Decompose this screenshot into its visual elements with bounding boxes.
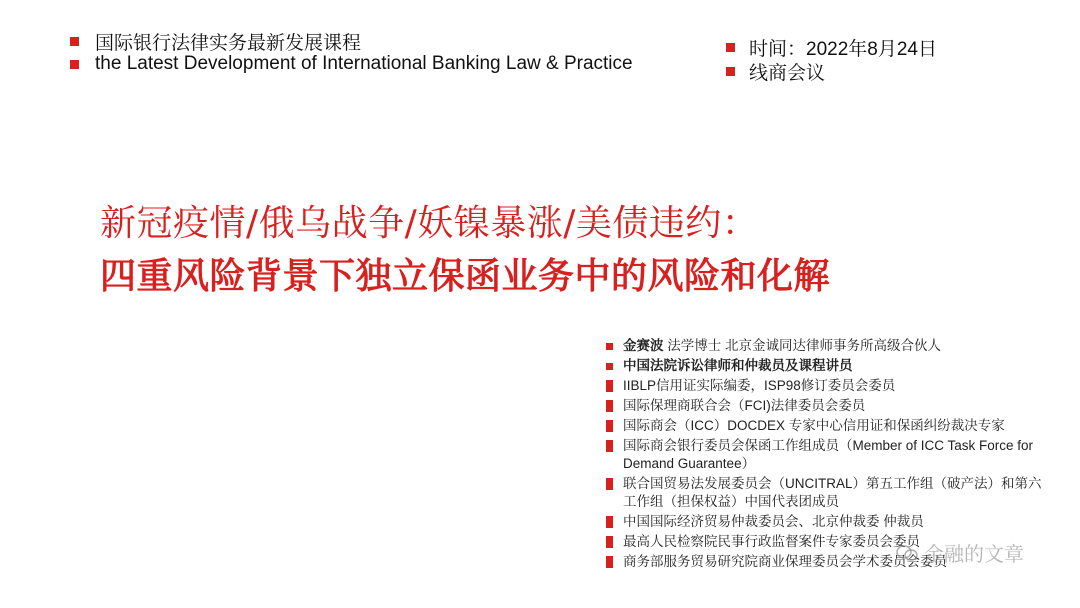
bullet-square — [726, 67, 735, 76]
bio-name-row — [604, 337, 1044, 355]
event-format — [726, 58, 825, 85]
main-title-line1: 新冠疫情/俄乌战争/妖镍暴涨/美债违约： — [100, 203, 759, 244]
bullet-bar — [606, 516, 613, 528]
bullet-bar — [606, 380, 613, 392]
wechat-icon — [896, 545, 918, 561]
speaker-credentials: 法学博士 北京金诚同达律师事务所高级合伙人 — [667, 338, 942, 353]
list-item: 国际商会（ICC）DOCDEX 专家中心信用证和保函纠纷裁决专家 — [604, 417, 1044, 435]
course-title-en-text: the Latest Development of International Banking Law & Practice — [95, 53, 633, 74]
bio-role-row — [604, 357, 1044, 375]
bullet-bar — [606, 536, 613, 548]
list-item: 中国国际经济贸易仲裁委员会、北京仲裁委 仲裁员 — [604, 513, 1044, 531]
bullet-bar — [606, 400, 613, 412]
list-item: 商务部服务贸易研究院商业保理委员会学术委员会委员 — [604, 553, 1044, 571]
course-title-cn — [70, 28, 361, 55]
watermark — [896, 538, 1024, 567]
bullet-square — [606, 363, 613, 370]
watermark-text: 金融的文章 — [924, 544, 1024, 566]
bullet-square — [606, 343, 613, 350]
speaker-role: 中国法院诉讼律师和仲裁员及课程讲员 — [623, 358, 853, 373]
event-date — [726, 34, 937, 61]
bullet-square — [70, 60, 79, 69]
bullet-bar — [606, 478, 613, 490]
list-item: IIBLP信用证实际编委，ISP98修订委员会委员 — [604, 377, 1044, 395]
course-title-en — [70, 53, 633, 75]
speaker-name: 金赛波 — [623, 338, 664, 353]
bullet-square — [70, 37, 79, 46]
list-item: 最高人民检察院民事行政监督案件专家委员会委员 — [604, 533, 1044, 551]
list-item: 联合国贸易法发展委员会（UNCITRAL）第五工作组（破产法）和第六工作组（担保权益）中国代表团成员 — [604, 475, 1044, 511]
list-item: 国际商会银行委员会保函工作组成员（Member of ICC Task Force for Demand Guarantee） — [604, 437, 1044, 473]
list-item: 国际保理商联合会（FCI)法律委员会委员 — [604, 397, 1044, 415]
main-title-line2: 四重风险背景下独立保函业务中的风险和化解 — [100, 256, 831, 297]
bullet-bar — [606, 420, 613, 432]
course-title-cn-text: 国际银行法律实务最新发展课程 — [95, 33, 362, 54]
bullet-bar — [606, 440, 613, 452]
event-date-text: 时间：2022年8月24日 — [749, 39, 937, 60]
bullet-square — [726, 43, 735, 52]
bullet-bar — [606, 556, 613, 568]
event-format-text: 线商会议 — [749, 63, 826, 84]
